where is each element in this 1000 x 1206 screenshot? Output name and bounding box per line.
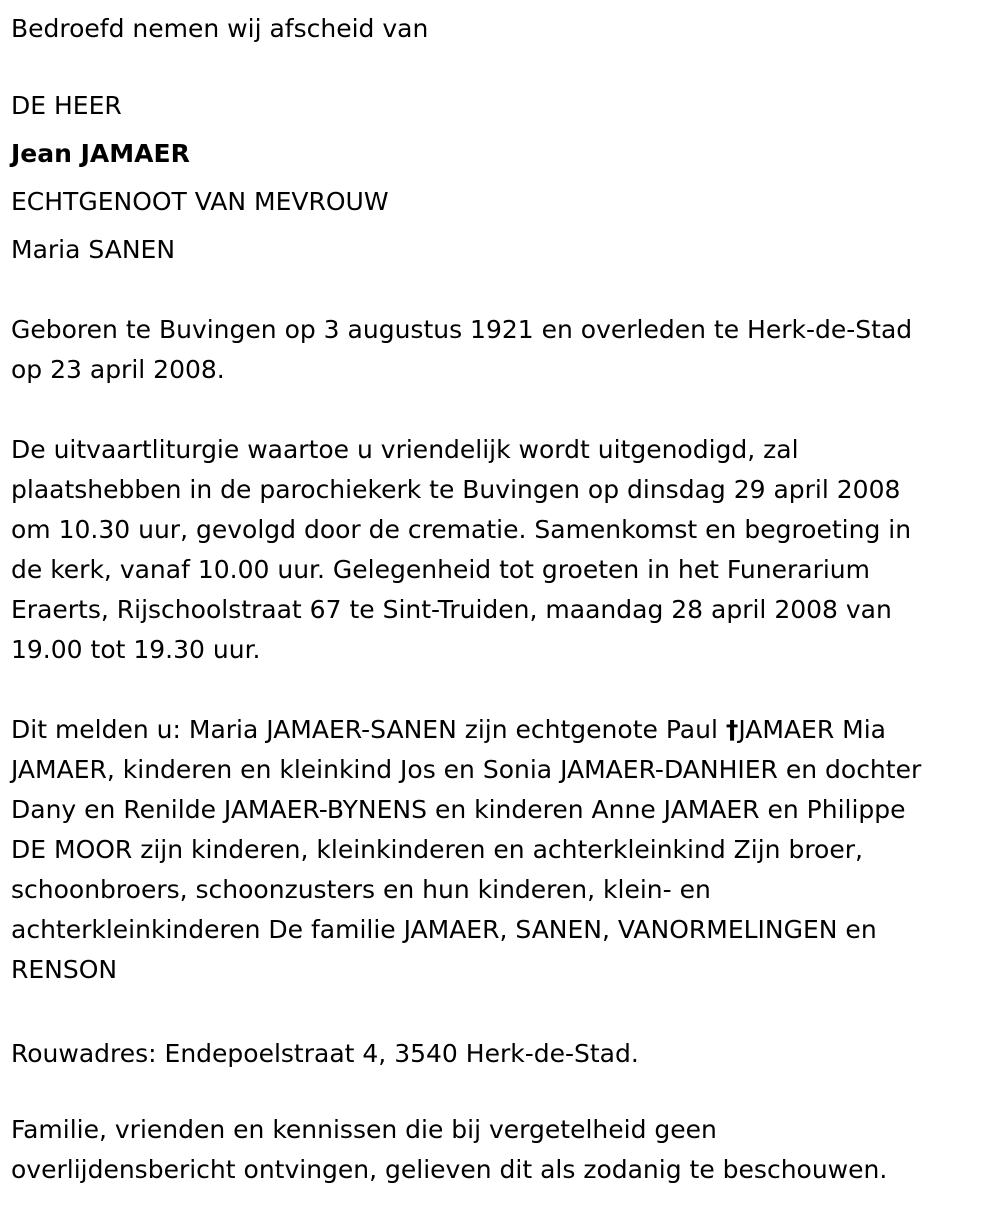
mourning-address: Rouwadres: Endepoelstraat 4, 3540 Herk-de-Stad. <box>11 1039 639 1068</box>
announcement-text-start: Dit melden u: Maria JAMAER-SANEN zijn echtgenote Paul <box>11 715 726 744</box>
cross-icon: † <box>725 715 739 744</box>
birth-death-paragraph: Geboren te Buvingen op 3 augustus 1921 en overleden te Herk-de-Stad op 23 april 2008. <box>11 315 913 384</box>
spouse-name: Maria SANEN <box>11 235 176 264</box>
funeral-paragraph: De uitvaartliturgie waartoe u vriendelijk wordt uitgenodigd, zal plaatshebben in de parochiekerk te Buvingen op dinsdag 29 april 2008 om 10.30 uur, gevolgd door de crematie. Samenkomst en begroeting in de kerk, vanaf 10.00 uur. Gelegenheid tot groeten in het Funerarium Eraerts, Rijschoolstraat 67 te Sint-Truiden, maandag 28 april 2008 van 19.00 tot 19.30 uur. <box>11 435 912 664</box>
title-prefix: DE HEER <box>11 91 122 120</box>
closing-paragraph: Familie, vrienden en kennissen die bij vergetelheid geen overlijdensbericht ontvingen, gelieven dit als zodanig te beschouwen. <box>11 1115 888 1184</box>
announcement-text-end: JAMAER Mia JAMAER, kinderen en kleinkind Jos en Sonia JAMAER-DANHIER en dochter Dany en Renilde JAMAER-BYNENS en kinderen Anne JAMAER en Philippe DE MOOR zijn kinderen, kleinkinderen en achterkleinkind Zijn broer, schoonbroers, schoonzusters en hun kinderen, klein- en achterkleinkinderen De familie JAMAER, SANEN, VANORMELINGEN en RENSON <box>11 715 922 984</box>
deceased-name: Jean JAMAER <box>11 139 190 168</box>
announcement-paragraph <box>11 710 921 990</box>
spouse-label: ECHTGENOOT VAN MEVROUW <box>11 187 389 216</box>
intro-line: Bedroefd nemen wij afscheid van <box>11 14 429 43</box>
